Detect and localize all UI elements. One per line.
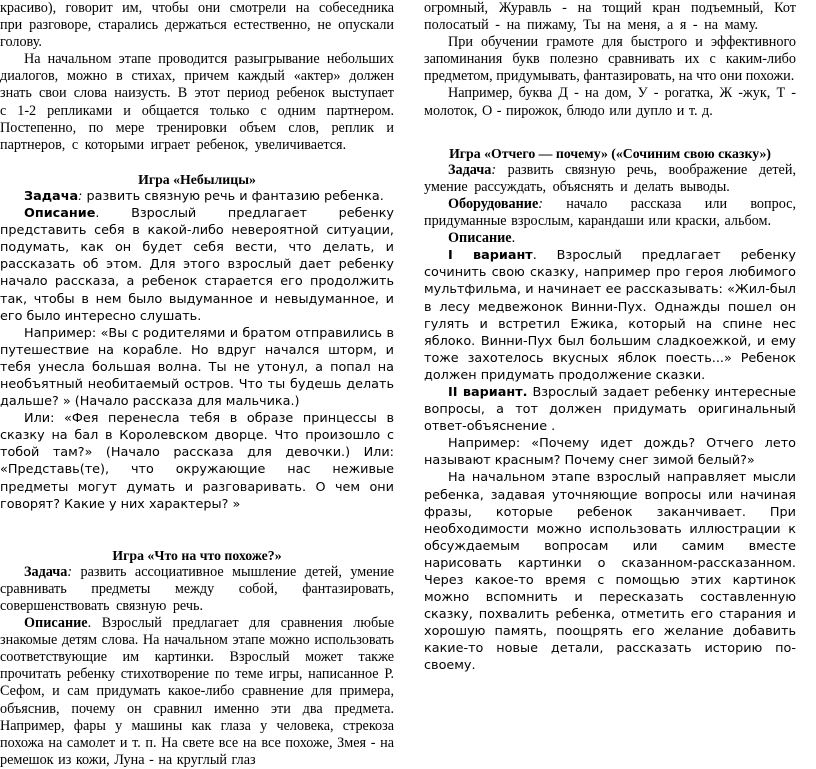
equipment-colon: : xyxy=(538,195,543,212)
task-text: развить ассоциативное мышление детей, умение сравнивать предметы между собой, фантазировать, совершенствовать связную речь. xyxy=(0,563,394,614)
variant-1 xyxy=(424,247,796,384)
task-colon: : xyxy=(67,563,73,580)
variant-2-label: II вариант. xyxy=(448,384,528,400)
game-otchego-task xyxy=(424,162,796,196)
task-colon: : xyxy=(78,188,83,204)
description-label: Описание xyxy=(24,206,96,222)
variant-1-text: . Взрослый предлагает ребенку сочинить свою сказку, например про героя любимого мультфильма, и начинает ее рассказывать: «Жил-был в лесу медвежонок Винни-Пух. Однажды пошел он гулять и встретил Ежика, который на спине нес яблоко. Винни-Пух был большим сладкоежкой, и ему тоже захотелось вкусных яблок поесть...» Ребенок должен придумать продолжение сказки. xyxy=(424,248,796,383)
game-what-looks-like-description xyxy=(0,615,394,769)
task-text: развить связную речь, воображение детей, умение рассуждать, объяснять и делать выводы. xyxy=(424,161,796,195)
game-title-nebylitsy: Игра «Небылицы» xyxy=(138,171,256,187)
paragraph-dialogues: На начальном этапе проводится разыгрывание небольших диалогов, можно в стихах, причем каждый «актер» должен знать свои слова наизусть. В этот период ребенок выступает с 1-2 репликами и общается только с одним партнером. Постепенно, по мере тренировки объем слов, реплик и партнеров, с которыми играет ребенок, увеличивается. xyxy=(0,51,394,153)
paragraph-intro-end: красиво), говорит им, чтобы они смотрели на собеседника при разговоре, старались держаться естественно, не опускали голову. xyxy=(0,0,394,51)
left-column xyxy=(0,0,394,769)
game-nebylitsy-example-boy: Например: «Вы с родителями и братом отправились в путешествие на корабле. Но вдруг начался шторм, и тебя унесла большая волна. Ты не утонул, а попал на необъятный необитаемый остров. Что ты будешь делать дальше? » (Начало рассказа для мальчика.) xyxy=(0,325,394,410)
task-colon: : xyxy=(491,161,497,178)
game-otchego-equipment xyxy=(424,196,796,230)
variant-2 xyxy=(424,384,796,435)
description-dot: . xyxy=(511,230,516,247)
right-column xyxy=(424,0,796,675)
equipment-label: Оборудование xyxy=(448,195,539,212)
equipment-text: начало рассказа или вопрос, придуманные взрослым, карандаши или краски, альбом. xyxy=(424,195,796,230)
task-label: Задача xyxy=(448,161,492,178)
paragraph-letters-example: Например, буква Д - на дом, У - рогатка, Ж -жук, Т - молоток, О - пирожок, блюдо или дупло и т. д. xyxy=(424,85,796,119)
game-what-looks-like-task xyxy=(0,564,394,615)
variant-1-label: I вариант xyxy=(448,248,533,264)
game-otchego-description-heading xyxy=(424,230,796,247)
game-title-what-looks-like: Игра «Что на что похоже?» xyxy=(112,547,282,563)
game-title-otchego-pochemu: Игра «Отчего — почему» («Сочиним свою сказку») xyxy=(449,145,771,161)
description-label: Описание xyxy=(448,230,512,247)
paragraph-letters: При обучении грамоте для быстрого и эффективного запоминания букв полезно сравнивать их с каким-либо предметом, придумывать, фантазировать, на что они похожи. xyxy=(424,34,796,85)
description-text: . Взрослый предлагает для сравнения любые знакомые детям слова. На начальном этапе можно использовать соответствующие им картинки. Взрослый может также прочитать ребенку стихотворение по теме игры, написанное Р. Сефом, и сам придумать какое-либо сравнение для примера, объяснив, почему он сравнил именно эти два предмета. Например, фары у машины как глаза у человека, стрекоза похожа на самолет и т. п. На свете все на все похоже, Змея - на ремешок из кожи, Луна - на круглый глаз xyxy=(0,615,394,768)
poem-continuation: огромный, Журавль - на тощий кран подъемный, Кот полосатый - на пижаму, Ты на меня, а я - на маму. xyxy=(424,0,796,34)
task-label: Задача xyxy=(24,188,79,204)
task-label: Задача xyxy=(24,563,68,580)
paragraph-final: На начальном этапе взрослый направляет мысли ребенка, задавая уточняющие вопросы или начиная фразы, которые ребенок заканчивает. При необходимости можно использовать иллюстрации к обсуждаемым вопросам или самим вместе нарисовать картинки о сказанном-рассказанном. Через какое-то время с помощью этих картинок можно вспомнить и пересказать составленную сказку, похвалить ребенка, отметить его старания и хорошую память, поощрять его желание добавить какие-то новые детали, рассказать историю по-своему. xyxy=(424,470,796,674)
task-text: развить связную речь и фантазию ребенка. xyxy=(82,188,384,204)
description-label: Описание xyxy=(24,615,88,632)
description-text: . Взрослый предлагает ребенку представить себя в какой-либо невероятной ситуации, подумать, как он будет себя вести, что делать, и рассказать об этом. Для этого взрослый дает ребенку начало рассказа, а ребенок старается его продолжить так, чтобы в нем было выдуманное и невыдуманное, и его было интересно слушать. xyxy=(0,206,394,324)
variant-2-text: Взрослый задает ребенку интересные вопросы, а тот должен придумать оригинальный ответ-объяснение . xyxy=(424,384,796,435)
variant-2-example: Например: «Почему идет дождь? Отчего лето называют красным? Почему снег зимой белый?» xyxy=(424,436,796,469)
game-nebylitsy-description xyxy=(0,205,394,325)
game-nebylitsy-example-girl: Или: «Фея перенесла тебя в образе принцессы в сказку на бал в Королевском дворце. Что произошло с тобой там?» (Начало рассказа для девочки.) Или: «Представь(те), что окружающие нас неживые предметы могут думать и разговаривать. О чем они говорят? Какие у них характеры? » xyxy=(0,411,394,512)
game-nebylitsy-task xyxy=(0,188,394,205)
